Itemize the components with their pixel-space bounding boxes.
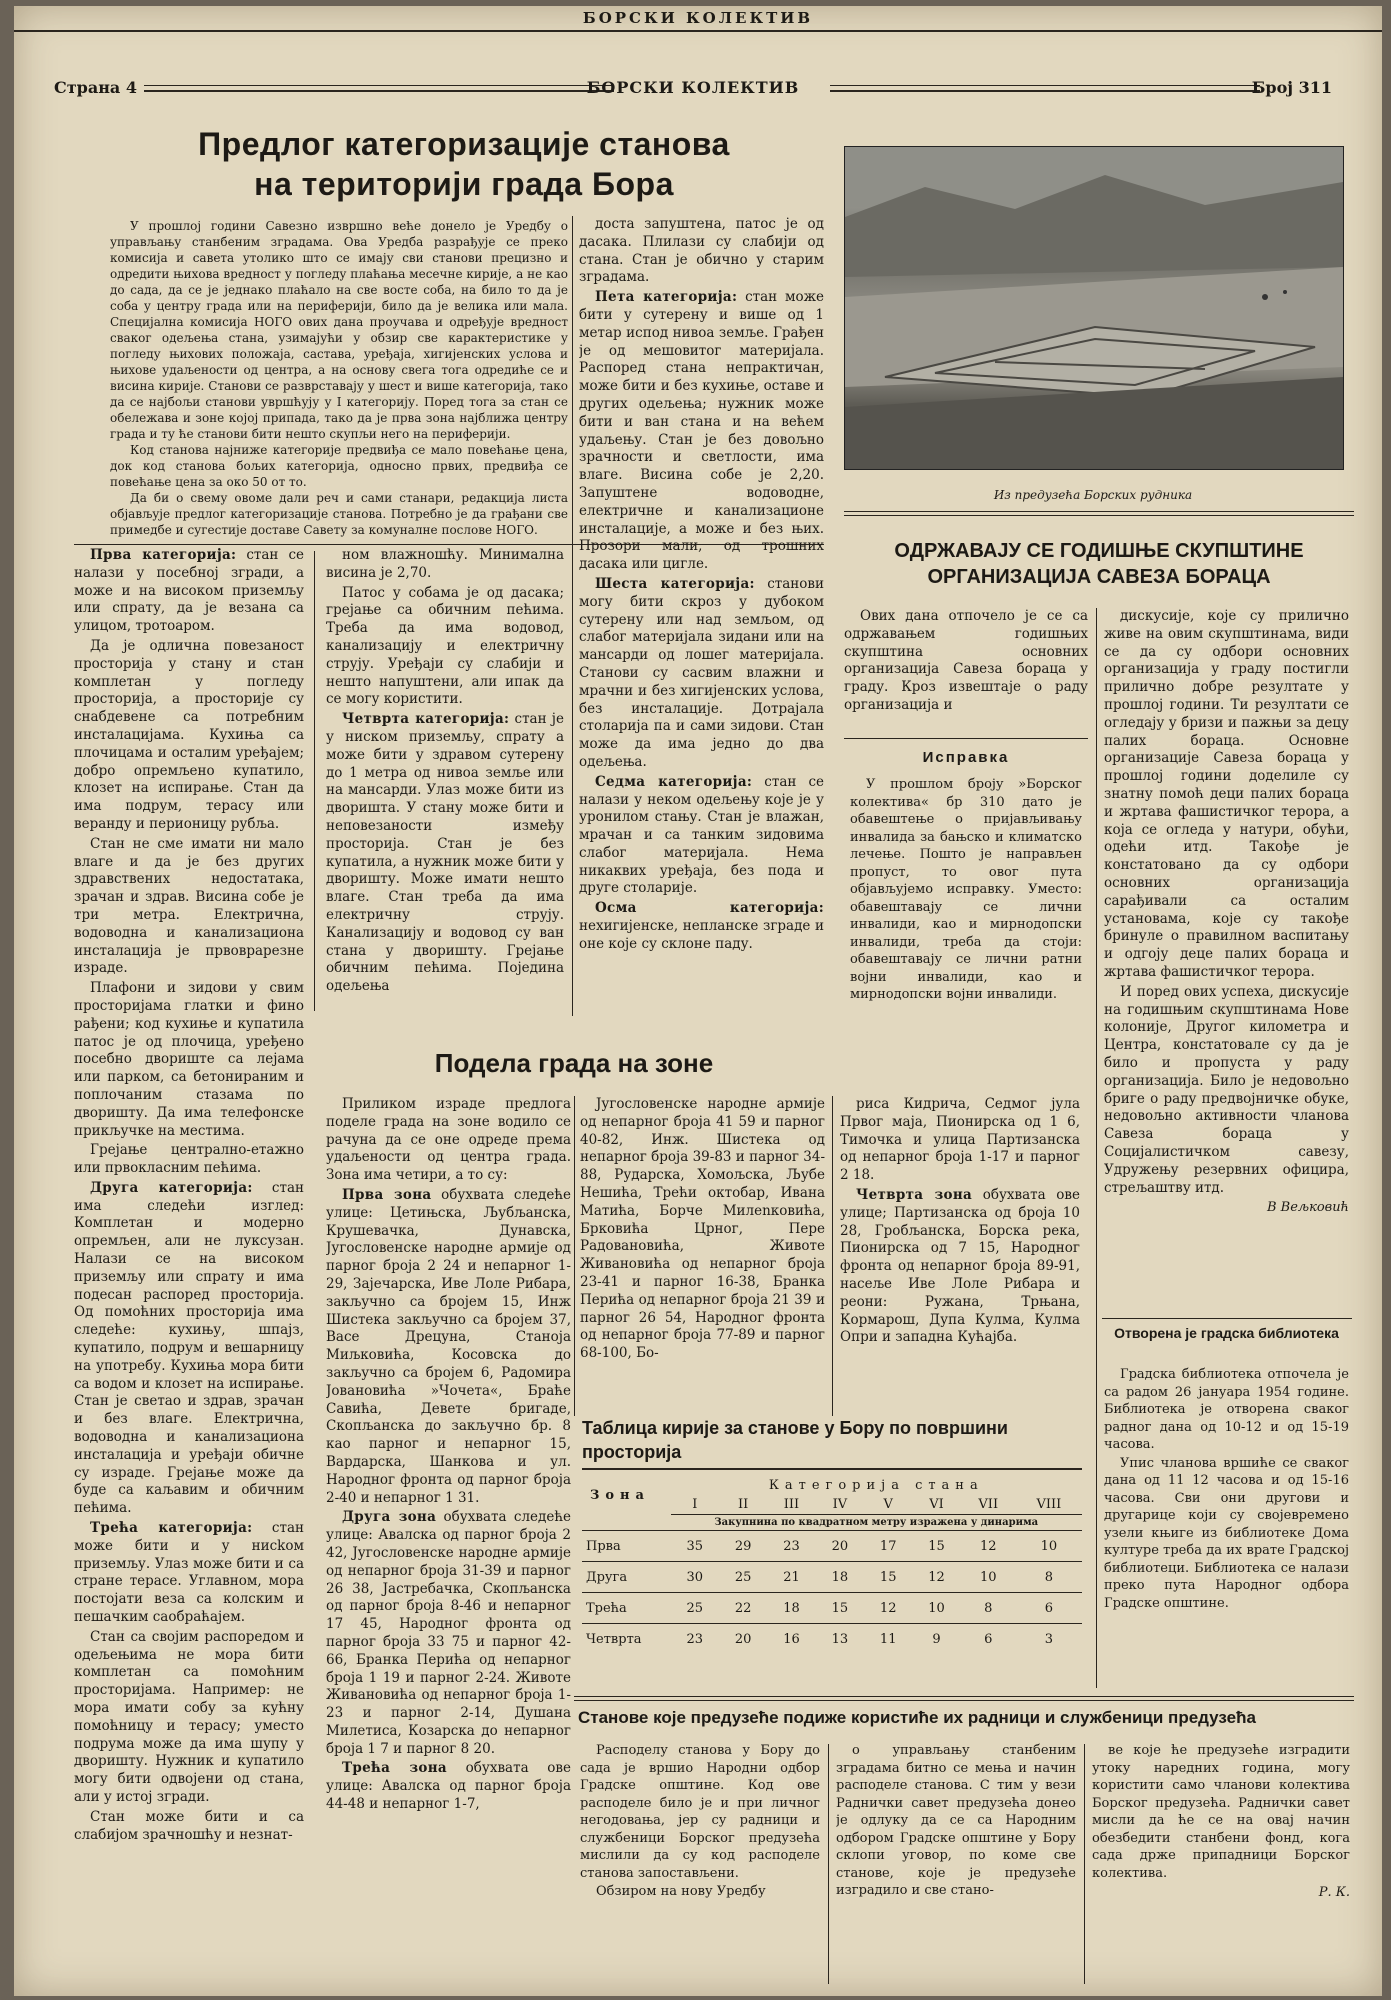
assembly-column-2 xyxy=(1104,608,1349,1314)
paragraph xyxy=(74,1629,304,1807)
paragraph-lead: Прва категорија: xyxy=(90,547,237,563)
category-header: Категорија стана xyxy=(768,1478,984,1493)
paragraph xyxy=(1104,608,1349,982)
rent-value: 6 xyxy=(961,1624,1016,1655)
paragraph xyxy=(580,1096,825,1363)
paragraph-lead: Друга категорија: xyxy=(90,1179,253,1196)
column-divider xyxy=(574,1096,575,1416)
rent-value: 18 xyxy=(767,1593,815,1624)
paragraph-lead: Прва зона xyxy=(342,1186,432,1203)
main-title-line1: Предлог категоризације станова xyxy=(198,126,730,162)
paragraph-text: ном влажношћу. Минимална висина је 2,70. xyxy=(326,547,564,581)
zone-name: Трећа xyxy=(582,1593,671,1624)
paragraph: Да би о свему овоме дали реч и сами станари, редакција листа објављује предлог категоризације станова. Потребно је да грађани све примедбе и сугестије доставе Савету за комуналне послове НОГО. xyxy=(110,491,568,537)
zone-name: Друга xyxy=(582,1562,671,1593)
category-numeral: IV xyxy=(816,1495,864,1515)
newspaper-page xyxy=(14,6,1382,1996)
paragraph xyxy=(74,980,304,1140)
paragraph: Код станова најниже категорије предвиђа се мало повећање цена, док код станова бољих категорија, односно првих, предвиђа се повећање цена за око 50 от то. xyxy=(110,443,568,489)
category-numeral: II xyxy=(719,1495,767,1515)
paragraph xyxy=(74,547,304,636)
paragraph xyxy=(74,1180,304,1518)
paragraph-text: дискусије, које су прилично живе на овим скупштинама, види се да су одбори основних организација у граду постигли прилично добре резултате у прошлој години. Ти резултати се огледају у бризи и пажњи за децу палих бораца. Основне организације Савеза бораца у прошлој години доделиле су знатну помоћ деци палих бораца и жртава фашистичког терора, а која се огледа у натури, обући, одећи итд. Такође је констатовано да су одбори основних организација сарађивали са осталим установама, које су такође бринуле о правилном васпитању и одгоју деце палих бораца и жртава фашистичког терора. xyxy=(1104,608,1349,980)
zone-column-header: Зона xyxy=(590,1487,650,1503)
rent-value: 35 xyxy=(671,1531,719,1562)
photo-illustration xyxy=(845,147,1343,469)
assembly-title xyxy=(844,538,1354,600)
correction-title: Исправка xyxy=(922,749,1010,766)
main-article-column-2 xyxy=(326,547,564,1017)
housing-title: Станове које предузеће подиже користиће их радници и службеници предузећа xyxy=(578,1708,1256,1727)
rent-value: 10 xyxy=(1016,1531,1082,1562)
paragraph-text: Патос у собама је од дасака; грејање са обичним пећима. Треба да има водовод, канализацију и електричну струју. Уређаји су слабији и нешто напуштени, али ипак да се могу користити. xyxy=(326,584,564,708)
paragraph-text: Стан може бити и са слабијом зрачношћу и незнат- xyxy=(74,1808,304,1843)
housing-column-3 xyxy=(1092,1742,1350,1987)
rent-value: 20 xyxy=(719,1624,767,1655)
zones-title: Подела града на зоне xyxy=(434,1048,714,1078)
paragraph xyxy=(579,576,824,772)
paragraph-text: обухвата ове улице; Партизанска од броја 10 28, Гробљанска, Борска река, Пионирска од 7 15, Народног фронта од непарног броја 89-91, насеље Иве Лоле Рибара и реони: Ружана, Трњана, Кормарош, Дупа Кулма, Кулма Опри и западна Кућајба. xyxy=(840,1186,1080,1346)
paragraph-text: Плафони и зидови у свим просторијама глатки и фино рађени; код кухиње и купатила патос је од плочица, уређено посебно двориште са лејама или парком, са бетонираним и поплочаним стазама по дворишту. Да има телефонске прикључке на местима. xyxy=(74,980,304,1139)
paragraph xyxy=(326,1096,571,1185)
rent-value: 21 xyxy=(767,1562,815,1593)
correction-rule xyxy=(844,738,1088,739)
paragraph: Упис чланова вршиће се сваког дана од 11 12 часова и од 15-16 часова. Сви они другови и другарице који су својевремено узели књиге из библиотеке Дома културе треба да их врате Градској библиотеци. Библиотека се налази преко пута Народног одбора Градске општине. xyxy=(1104,1455,1349,1611)
paragraph-text: стан се налази у посебној згради, а може и на високом приземљу или спрату, да је везана са улицом, тротоаром. xyxy=(74,547,304,635)
paragraph-text: станови могу бити скроз у дубоком сутерену или над земљом, од слабог материјала зидани или на мансарди од лошег материјала. Станови су сасвим влажни и мрачни и без хигијенских услова, без инсталације. Дотрајала столарија па и сами зидови. Стан може да има једно до два одељења. xyxy=(579,575,824,770)
housing-paragraph: о управљању станбеним зградама битно се мења и начин расподеле станова. С тим у вези Раднички савет предузећа донео је одлуку да се са Народним одбором Градске општине у Бору склопи уговор, по коме све станове, које је предузеће изградило и све стано- xyxy=(836,1743,1076,1898)
assembly-column-1 xyxy=(844,608,1088,738)
rent-value: 15 xyxy=(912,1531,960,1562)
correction-paragraph: У прошлом броју »Борског колектива« бр 310 дато је обавештење о пријављивању инвалида за бањско и климатско лечење. Пошто је направљен пропуст, то овог пута објављујемо исправку. Уместо: обавештавају се лични инвалиди, као и мирнодопски инвалиди, треба да стоји: обавештавају се лични ратни војни инвалиди, као и мирнодопски војни инвалиди. xyxy=(850,777,1082,1002)
rent-value: 9 xyxy=(912,1624,960,1655)
paragraph-text: Грејање централно-етажно или првокласним пећима. xyxy=(74,1142,304,1177)
library-text xyxy=(1104,1366,1349,1686)
rent-value: 16 xyxy=(767,1624,815,1655)
paragraph-text: И поред ових успеха, дискусије на годишњим скупштинама Нове колоније, Другог километра и Центра, констатовале су да је било и пропуста у раду организација. Било је недовољно бриге о раду предвојничке обуке, недовољно активности чланова Савеза бораца у Социјалистичком савезу, Удружењу резервних официра, стрељаштву итд. xyxy=(1104,983,1349,1196)
housing-paragraph: Обзиром на нову Уредбу xyxy=(596,1884,766,1899)
paragraph xyxy=(579,216,824,287)
rent-value: 15 xyxy=(864,1562,912,1593)
paragraph xyxy=(74,1142,304,1178)
rent-value: 23 xyxy=(767,1531,815,1562)
rent-row xyxy=(582,1562,1082,1593)
zones-column-3 xyxy=(840,1096,1080,1414)
zones-column-1 xyxy=(326,1096,571,1988)
paragraph-text: риса Кидрича, Седмог јула Првог маја, Пионирска од 1 6, Тимочка и улица Партизанска од непарног броја 1-17 и парног 2 18. xyxy=(840,1096,1080,1184)
assembly-signature: В Вељковић xyxy=(1266,1200,1349,1216)
paragraph: У прошлој години Савезно извршно веће донело је Уредбу о управљању станбеним зградама. Ова Уредба разрађује се преко комисија и савета утолико што се имају сви станови прецизно и одредити њихова вредност у погледу плаћања месечне кирије, а не као до сада, да се је једнако плаћало на све восте соба, на било то да је соба у центру града или на периферији, било да је велика или мала. Специјална комисија НОГО ових дана проучава и одређује вредност сваког одељења стана, узимајући у обзир све карактеристике у погледу њихових положаја, састава, уређаја, хигијенских услова и њихове удаљености од центра, а на основу свега тога одредиће се и висина кирије. Станови се разврставају у шест и више категорија, тако да се најбољи станови увршћују у I категорију. Поред тога за стан се обележава и зоне којој припада, тако да је прва зона најближа центру града и ту ће станови бити нешто скупљи него на периферији. xyxy=(110,219,568,441)
paragraph-lead: Друга зона xyxy=(342,1509,437,1526)
correction-title-box xyxy=(844,748,1088,774)
page-number: Страна 4 xyxy=(54,78,137,97)
header-rule-left xyxy=(144,85,614,92)
rent-table xyxy=(582,1416,1082,1676)
zones-title-box xyxy=(314,1046,834,1086)
issue-number: Број 311 xyxy=(1251,78,1332,97)
paragraph-text: Стан са својим распоредом и одељењима не мора бити комплетан са помоћним просторијама. Например: не мора имати собу за кућну помоћницу и терасу; уместо подрума може да има шупу у дворишту. Нужник и купатило могу бити одвојени од стана, али у истој згради. xyxy=(74,1628,304,1805)
assembly-title-line2: ОРГАНИЗАЦИЈА САВЕЗА БОРАЦА xyxy=(927,566,1271,588)
main-article-column-1 xyxy=(74,547,304,1989)
masthead-title: БОРСКИ КОЛЕКТИВ xyxy=(586,78,800,97)
main-article-title xyxy=(114,124,814,208)
column-divider xyxy=(1084,1744,1085,1984)
paragraph xyxy=(579,900,824,953)
main-article-column-3 xyxy=(579,216,824,1016)
photo-caption: Из предузећа Борских рудника xyxy=(993,488,1193,502)
correction-text xyxy=(850,776,1082,1026)
housing-signature: Р. К. xyxy=(1318,1885,1350,1900)
paragraph-text: стан је у ниском приземљу, спрату а може бити у здравом сутерену до 1 метра од нивоа земље или на мансарди. Улаз може бити из дворишта. У стану може бити и неповезаности између просторија. Стан је без купатила, а нужник може бити у дворишту. Може имати нешто влаге. Стан треба да има електричну струју. Канализацију и водовод су ван стана у дворишту. Грејање обичним пећима. Поједина одељења xyxy=(326,711,564,995)
category-numeral: VI xyxy=(912,1495,960,1515)
rent-value: 11 xyxy=(864,1624,912,1655)
top-strip: БОРСКИ КОЛЕКТИВ xyxy=(14,6,1382,32)
paragraph-text: обухвата ове улице: Авалска од парног броја 44-48 и непарног 1-7, xyxy=(326,1760,571,1813)
column-divider xyxy=(314,551,315,1011)
rent-value: 20 xyxy=(816,1531,864,1562)
paragraph-text: Стан не сме имати ни мало влаге и да је без других здравствених недостатака, зрачан и здрав. Висина собе је три метра. Електрична, водоводна и канализациона инсталација је првоврарезне израде. xyxy=(74,835,304,977)
rent-value: 23 xyxy=(671,1624,719,1655)
rent-value: 12 xyxy=(912,1562,960,1593)
paragraph-text: Да је одлична повезаност просторија у стану и стан комплетан у погледу просторија, а просторије су снабдевене са потребним инсталацијама. Кухиња са плочицама и осталим уређајем; добро опремљено купатило, клозет на испирање. Стан да има подрум, терасу или веранду и перионицу рубља. xyxy=(74,637,304,832)
category-numeral: V xyxy=(864,1495,912,1515)
column-divider xyxy=(828,1744,829,1984)
rent-value: 30 xyxy=(671,1562,719,1593)
main-article-intro xyxy=(110,218,568,540)
page-header xyxy=(54,76,1332,100)
paragraph-lead: Четврта зона xyxy=(856,1186,973,1203)
housing-column-2 xyxy=(836,1742,1076,1987)
assembly-title-line1: ОДРЖАВАЈУ СЕ ГОДИШЊЕ СКУПШТИНЕ xyxy=(894,540,1304,562)
paragraph xyxy=(326,1187,571,1507)
paragraph-lead: Четврта категорија: xyxy=(342,711,510,728)
paragraph xyxy=(1104,984,1349,1198)
rent-value: 8 xyxy=(961,1593,1016,1624)
zone-name: Четврта xyxy=(582,1624,671,1655)
paragraph-text: обухвата следеће улице: Авалска од парног броја 2 42, Југословенске народне армије од непарног броја 31-39 и парног 26 38, Јастребачка, Скопљанска од парног броја 8-46 и непарног 17 45, Народног фронта од парног броја 33 75 и парног 42-66, Бранка Перића од непарног броја 1 19 и парног 2-24. Животе Живановића од непарног броја 1-23 и парног 2-14, Душана Милетиса, Козарска до непарног броја 1 7 и парног 8 20. xyxy=(326,1509,571,1757)
paragraph-lead: Трећа категорија: xyxy=(90,1520,253,1537)
library-rule xyxy=(1102,1318,1352,1319)
main-title-line2: на територији града Бора xyxy=(254,166,674,202)
paragraph xyxy=(74,836,304,978)
housing-column-1 xyxy=(580,1742,820,1987)
paragraph xyxy=(844,608,1088,715)
paragraph xyxy=(74,1809,304,1845)
paragraph-text: обухвата следеће улице: Цетињска, Љубљанска, Крушевачка, Дунавска, Југословенске народне армије од парног броја 2 24 и непарног 1-29, Зајечарска, Иве Лоле Рибара, закључно са бројем 15, Инж Шистека закључно са бројем 37, Васе Дрецуна, Станоја Миљковића, Косовска до закључно са бројем 6, Радомира Јовановића »Чочета«, Браће Савића, Девете бригаде, Скопљанска до закључно бр. 8 као парног и непарног 15, Вардарска, Шанкова и ул. Народног фронта од парног броја 2-40 и непарног 1 31. xyxy=(326,1186,571,1506)
paragraph xyxy=(74,638,304,834)
header-rule-right xyxy=(830,85,1260,92)
rent-value: 22 xyxy=(719,1593,767,1624)
column-divider xyxy=(1096,608,1097,1688)
rent-value: 8 xyxy=(1016,1562,1082,1593)
zones-column-2 xyxy=(580,1096,825,1414)
rent-value: 13 xyxy=(816,1624,864,1655)
rent-row xyxy=(582,1624,1082,1655)
rent-note: Закупнина по квадратном метру изражена у динарима xyxy=(714,1517,1039,1528)
paragraph-text: стан се налази у неком одељењу које је у уронилом стању. Стан је влажан, мрачан и са танким зидовима слабог материјала. Нема никаквих уређаја, без пода и друге столарије. xyxy=(579,773,824,897)
paragraph xyxy=(579,289,824,574)
rent-value: 6 xyxy=(1016,1593,1082,1624)
category-numeral: VIII xyxy=(1016,1495,1082,1515)
category-numeral: III xyxy=(767,1495,815,1515)
rent-row xyxy=(582,1593,1082,1624)
rent-row xyxy=(582,1531,1082,1562)
paragraph-lead: Седма категорија: xyxy=(595,773,753,790)
rent-value: 29 xyxy=(719,1531,767,1562)
paragraph-text: нехигијенске, непланске зграде и оне које су склоне паду. xyxy=(579,918,824,952)
paragraph-text: Приликом израде предлога поделе града на зоне водило се рачуна да се оне одреде према удаљености од центра града. Зона има четири, а то су: xyxy=(326,1096,571,1184)
housing-paragraph: ве које ће предузеће изградити утоку наредних година, могу користити само чланови колектива Борског предузећа. Раднички савет мисли да ће се на овај начин обезбедити станбени фонд, кога сада држе припадници Борског колектива. xyxy=(1092,1743,1350,1881)
paragraph-lead: Осма категорија: xyxy=(595,900,824,917)
paragraph xyxy=(74,1520,304,1627)
library-title: Отворена је градска библиотека xyxy=(1114,1325,1339,1341)
category-numeral: I xyxy=(671,1495,719,1515)
housing-paragraph: Расподелу станова у Бору до сада је вршио Народни одбор Градске општине. Код ове расподеле било је и при личног негодовања, јер су радници и службеници Борског предузећа мислили да су код расподеле станова запостављени. xyxy=(580,1743,820,1881)
paragraph-lead: Шеста категорија: xyxy=(595,575,755,592)
category-numeral: VII xyxy=(961,1495,1016,1515)
paragraph-text: стан може бити и у нисkом приземљу. Улаз може бити и са стране терасе. Углавном, мора постојати веза са колским и пешачким саобраћајем. xyxy=(74,1520,304,1626)
paragraph xyxy=(840,1096,1080,1185)
paragraph xyxy=(326,547,564,583)
paragraph-text: стан има следећи изглед: Комплетан и модерно опремљен, али не луксузан. Налази се на високом приземљу или спрату и има подесан распоред просторија. Од помоћних просторија има следеће: кухињу, шпајз, купатило, подрум и вешарницу на употребу. Кухиња мора бити са водом и клозет на испирање. Стан је светао и здрав, зрачан и без влаге. Електрична, водоводна и канализациона инсталација и уређаји обичне су израде. Грејање може да буде са каљавим и обичним пећима. xyxy=(74,1179,304,1517)
rent-value: 15 xyxy=(816,1593,864,1624)
rent-table-title: Таблица кирије за станове у Бору по површини просторија xyxy=(582,1416,1082,1470)
rent-value: 3 xyxy=(1016,1624,1082,1655)
rent-value: 10 xyxy=(912,1593,960,1624)
paragraph-text: Ових дана отпочело је се са одржавањем годишњих скупштина основних организација Савеза бораца у граду. Кроз извештаје о раду организација и xyxy=(844,608,1088,713)
column-divider xyxy=(572,216,573,1016)
mine-photo xyxy=(844,146,1344,470)
rent-value: 25 xyxy=(719,1562,767,1593)
paragraph-lead: Трећа зона xyxy=(342,1760,447,1777)
paragraph xyxy=(326,1760,571,1813)
paragraph-text: Југословенске народне армије од непарног броја 41 59 и парног 40-82, Инж. Шистека од непарног броја 39-83 и парног 34-88, Рударска, Хомољска, Љубе Нешића, Трећи октобар, Ивана Матића, Борче Милenковића, Брковића Црног, Пере Радовановића, Животе Живановића од непарног броја 23-41 и парног 16-38, Бранка Перића од непарног броја 21 39 и парног 26 54, Народног фронта од непарног броја 77-89 и парног 68-100, Бо- xyxy=(580,1096,825,1362)
housing-rule xyxy=(574,1696,1354,1701)
paragraph-text: доста запуштена, патос је од дасака. Плилази су слабији од стана. Стан је обично у старим зградама. xyxy=(579,216,824,286)
rent-value: 10 xyxy=(961,1562,1016,1593)
column-divider xyxy=(832,1096,833,1416)
paragraph xyxy=(326,585,564,710)
photo-rule xyxy=(844,511,1354,516)
paragraph-lead: Пета категорија: xyxy=(595,289,738,306)
paragraph xyxy=(326,1509,571,1758)
paragraph-text: стан може бити у сутерену и више од 1 метар испод нивоа земље. Грађен је од мешовитог материјала. Распоред стана непрактичан, може бити и без кухиње, оставе и других одељења; нужник може бити и ван стана и на већем удаљењу. Стан је без довољно зрачности и светлости, има влаге. Висина собе је 2,20. Запуштене водоводне, електричне и канализационе инсталације, а може и без њих. Прозори мали, од трошних дасака или цигле. xyxy=(579,289,824,573)
paragraph xyxy=(840,1187,1080,1347)
housing-title-box xyxy=(578,1706,1354,1736)
rent-value: 25 xyxy=(671,1593,719,1624)
rent-table-grid xyxy=(582,1476,1082,1654)
paragraph xyxy=(326,711,564,996)
rent-value: 12 xyxy=(961,1531,1016,1562)
rent-value: 12 xyxy=(864,1593,912,1624)
zone-name: Прва xyxy=(582,1531,671,1562)
paragraph xyxy=(579,774,824,899)
library-title-box xyxy=(1104,1324,1349,1364)
rent-value: 17 xyxy=(864,1531,912,1562)
paragraph: Градска библиотека отпочела је са радом 26 јануара 1954 године. Библиотека је отворена сваког радног дана од 10-12 и од 15-19 часова. xyxy=(1104,1367,1349,1452)
rent-value: 18 xyxy=(816,1562,864,1593)
